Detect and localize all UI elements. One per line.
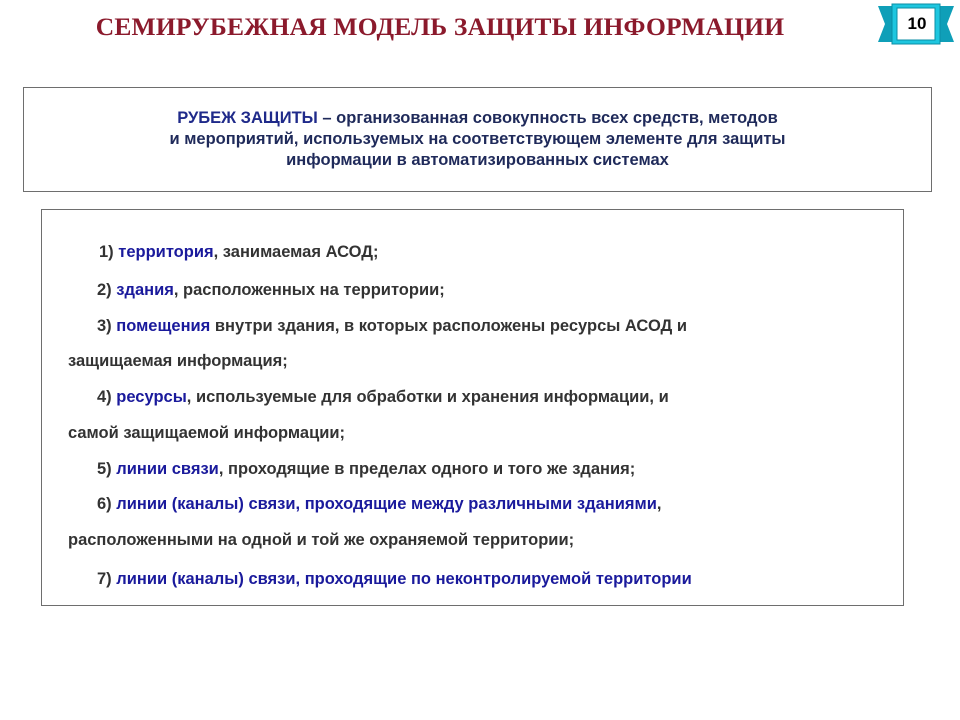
definition-line1: – организованная совокупность всех средств, методов <box>317 109 778 127</box>
boundaries-list <box>41 209 904 606</box>
item-highlight: здания <box>116 281 174 299</box>
list-item-continuation: расположенными на одной и той же охраняемой территории; <box>68 531 575 549</box>
item-highlight: линии (каналы) связи, проходящие между различными зданиями <box>116 495 657 513</box>
item-highlight: линии (каналы) связи, проходящие по неконтролируемой территории <box>116 570 692 588</box>
item-highlight: ресурсы <box>116 388 187 406</box>
list-item: 5) линии связи, проходящие в пределах одного и того же здания; <box>97 460 636 478</box>
slide-title: СЕМИРУБЕЖНАЯ МОДЕЛЬ ЗАЩИТЫ ИНФОРМАЦИИ <box>95 12 785 41</box>
page-number: 10 <box>907 14 927 33</box>
page-number-badge <box>878 3 954 45</box>
definition-term: РУБЕЖ ЗАЩИТЫ <box>177 109 318 127</box>
item-highlight: линии связи <box>116 460 219 478</box>
list-item: 7) линии (каналы) связи, проходящие по неконтролируемой территории <box>97 570 692 588</box>
definition-box <box>23 87 932 192</box>
item-highlight: помещения <box>116 317 211 335</box>
list-item-continuation: самой защищаемой информации; <box>68 424 345 442</box>
list-item: 2) здания, расположенных на территории; <box>97 281 445 299</box>
list-item: 6) линии (каналы) связи, проходящие между различными зданиями, <box>97 495 662 513</box>
item-highlight: территория <box>118 243 214 261</box>
list-item-continuation: защищаемая информация; <box>68 352 288 370</box>
list-item: 1) территория, занимаемая АСОД; <box>99 243 379 261</box>
list-item: 3) помещения внутри здания, в которых расположены ресурсы АСОД и <box>97 317 688 335</box>
list-item: 4) ресурсы, используемые для обработки и хранения информации, и <box>97 388 669 406</box>
definition-text <box>58 108 898 171</box>
definition-line2: и мероприятий, используемых на соответствующем элементе для защиты <box>169 130 786 148</box>
definition-line3: информации в автоматизированных системах <box>286 151 669 169</box>
